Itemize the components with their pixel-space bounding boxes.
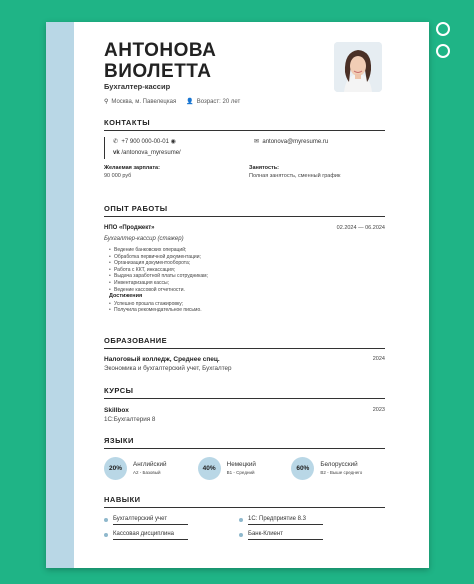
page-dot-1[interactable] [436, 22, 450, 36]
telegram-icon[interactable]: ◉ [170, 139, 176, 145]
work-dates: 02.2024 — 06.2024 [336, 225, 385, 231]
achievements-label: Достижения [109, 293, 143, 300]
list-item: • Обработка первичной документации; [114, 254, 385, 261]
salary-label: Желаемая зарплата: [104, 165, 160, 171]
vk-icon: vk [113, 150, 120, 156]
resume-content [104, 22, 416, 568]
page-indicator [436, 22, 450, 66]
skill-item [239, 516, 374, 525]
course-name: Skillbox [104, 407, 129, 414]
courses-title: КУРСЫ [104, 386, 385, 399]
skill-name: Кассовая дисциплина [113, 531, 175, 537]
language-level: B1 - Средний [226, 469, 255, 475]
age: Возраст: 20 лет [196, 99, 241, 105]
languages-list [104, 457, 385, 480]
employment-label: Занятость: [249, 165, 279, 171]
skill-item [104, 531, 239, 540]
course-detail: 1С:Бухгалтерия 8 [104, 415, 156, 423]
employment-value: Полная занятость, сменный график [249, 172, 341, 179]
skill-underline [248, 539, 323, 540]
location-pin-icon: ⚲ [104, 99, 109, 105]
education-year: 2024 [372, 356, 385, 362]
phone[interactable]: +7 900 000-00-01 [121, 139, 169, 145]
contacts-title: КОНТАКТЫ [104, 118, 385, 131]
skills-list [104, 516, 385, 540]
list-item: • Успешно прошла стажировку; [114, 301, 385, 308]
languages-title: ЯЗЫКИ [104, 436, 385, 449]
page-dot-2[interactable] [436, 44, 450, 58]
list-item: • Получила рекомендательное письмо. [114, 307, 385, 314]
skill-name: Банк-Клиент [248, 531, 283, 537]
school: Налоговый колледж, Среднее спец. [104, 356, 220, 363]
list-item: • Инвентаризация кассы; [114, 280, 385, 287]
language-name: Немецкий [226, 461, 256, 468]
skills-title: НАВЫКИ [104, 495, 385, 508]
side-stripe [46, 22, 74, 568]
bullet-icon [104, 533, 108, 537]
email[interactable]: antonova@myresume.ru [262, 139, 329, 145]
avatar [334, 42, 382, 92]
skill-underline [113, 539, 188, 540]
last-name: АНТОНОВА [104, 40, 217, 61]
position: Бухгалтер-кассир (стажер) [104, 235, 184, 242]
skill-item [104, 516, 239, 525]
salary-employment [104, 165, 385, 180]
vk-link[interactable]: /antonova_myresume/ [121, 150, 181, 156]
phone-icon: ✆ [113, 139, 119, 145]
language-name: Английский [133, 461, 167, 468]
experience-title: ОПЫТ РАБОТЫ [104, 204, 385, 217]
achievements-list [104, 301, 385, 314]
avatar-portrait-icon [334, 42, 382, 92]
language-level: A2 - Базовый [133, 469, 161, 475]
contacts-list [104, 137, 385, 159]
bullet-icon [239, 533, 243, 537]
list-item: • Организация документооборота; [114, 260, 385, 267]
education-section [104, 336, 385, 372]
location: Москва, м. Павелецкая [111, 99, 177, 105]
person-icon: 👤 [186, 99, 194, 105]
language-level-circle: 60% [291, 457, 314, 480]
language-item [198, 457, 292, 480]
list-item: • Выдача заработной платы сотрудникам; [114, 273, 385, 280]
skill-underline [248, 524, 323, 525]
experience-section [104, 204, 385, 314]
list-item: • Ведение банковских операций; [114, 247, 385, 254]
language-level-circle: 40% [198, 457, 221, 480]
language-level-circle: 20% [104, 457, 127, 480]
contacts-col-left [104, 137, 254, 159]
course-year: 2023 [372, 407, 385, 413]
personal-meta [104, 98, 240, 105]
job-role: Бухгалтер-кассир [104, 82, 171, 91]
skill-name: 1С: Предприятие 8.3 [248, 516, 306, 522]
skill-item [239, 531, 374, 540]
skills-section [104, 495, 385, 540]
education-title: ОБРАЗОВАНИЕ [104, 336, 385, 349]
resume-sheet [46, 22, 429, 568]
company: НПО «Проджект» [104, 225, 155, 231]
salary-value: 90 000 руб [104, 172, 132, 179]
email-icon: ✉ [254, 139, 260, 145]
major: Экономика и бухгалтерский учет, Бухгалтер [104, 364, 232, 372]
skill-name: Бухгалтерский учет [113, 516, 168, 522]
list-item: • Работа с ККТ, инкассация; [114, 267, 385, 274]
skill-underline [113, 524, 188, 525]
language-level: B2 - Выше среднего [320, 469, 363, 475]
list-item: • Ведение кассовой отчетности. [114, 287, 385, 294]
first-name: ВИОЛЕТТА [104, 61, 212, 82]
duties-list [104, 247, 385, 293]
contacts-section [104, 118, 385, 180]
contacts-col-right [254, 137, 328, 159]
language-item [291, 457, 385, 480]
language-name: Белорусский [320, 461, 358, 468]
language-item [104, 457, 198, 480]
bullet-icon [104, 518, 108, 522]
languages-section [104, 436, 385, 480]
courses-section [104, 386, 385, 423]
full-name [104, 40, 216, 82]
bullet-icon [239, 518, 243, 522]
